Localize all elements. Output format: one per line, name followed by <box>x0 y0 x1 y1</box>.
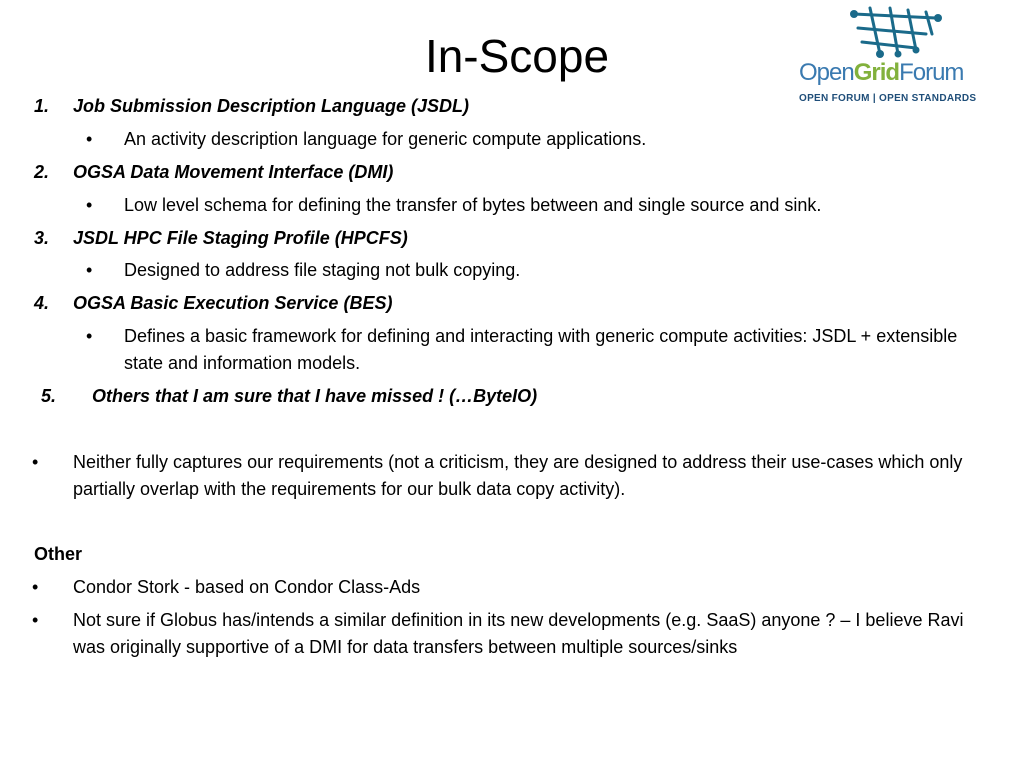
other-bullet-text: Not sure if Globus has/intends a similar definition in its new developments (e.g. SaaS) anyone ? – I believe Ravi was originally supportive of a DMI for data transfers between multiple sources/sinks <box>73 610 964 657</box>
list-item-title: OGSA Basic Execution Service (BES) <box>73 293 393 313</box>
list-item-title: Job Submission Description Language (JSDL) <box>73 96 470 116</box>
bullet-glyph: • <box>32 577 39 597</box>
bullet-glyph: • <box>86 195 93 215</box>
bullet-glyph: • <box>86 326 93 346</box>
sub-bullet-text: An activity description language for generic compute applications. <box>124 129 647 149</box>
logo-word-grid: Grid <box>853 59 900 86</box>
other-bullet-text: Condor Stork - based on Condor Class-Ads <box>73 577 421 597</box>
logo-tagline: OPEN FORUM | OPEN STANDARDS <box>799 93 977 104</box>
sub-bullet-text: Defines a basic framework for defining and interacting with generic compute activities: JSDL + extensible state and information models. <box>124 326 958 373</box>
bullet-glyph: • <box>32 610 39 630</box>
logo-word-forum: Forum <box>899 59 964 86</box>
list-item-title: Others that I am sure that I have missed ! (…ByteIO) <box>92 386 538 406</box>
list-item-number: 1. <box>34 96 50 116</box>
other-heading: Other <box>34 544 83 564</box>
list-item-number: 3. <box>34 228 50 248</box>
list-item-number: 4. <box>34 293 50 313</box>
bullet-glyph: • <box>86 260 93 280</box>
list-item-number: 2. <box>34 162 50 182</box>
page-title: In-Scope <box>424 30 610 82</box>
sub-bullet-text: Low level schema for defining the transfer of bytes between and single source and sink. <box>124 195 822 215</box>
bullet-glyph: • <box>32 452 39 472</box>
sub-bullet-text: Designed to address file staging not bulk copying. <box>124 260 521 280</box>
neither-text: Neither fully captures our requirements (not a criticism, they are designed to address their use-cases which only partially overlap with the requirements for our bulk data copy activity). <box>73 452 963 499</box>
list-item-number: 5. <box>41 386 57 406</box>
list-item-title: OGSA Data Movement Interface (DMI) <box>73 162 394 182</box>
list-item-title: JSDL HPC File Staging Profile (HPCFS) <box>73 228 408 248</box>
bullet-glyph: • <box>86 129 93 149</box>
logo-word-open: Open <box>799 59 854 86</box>
